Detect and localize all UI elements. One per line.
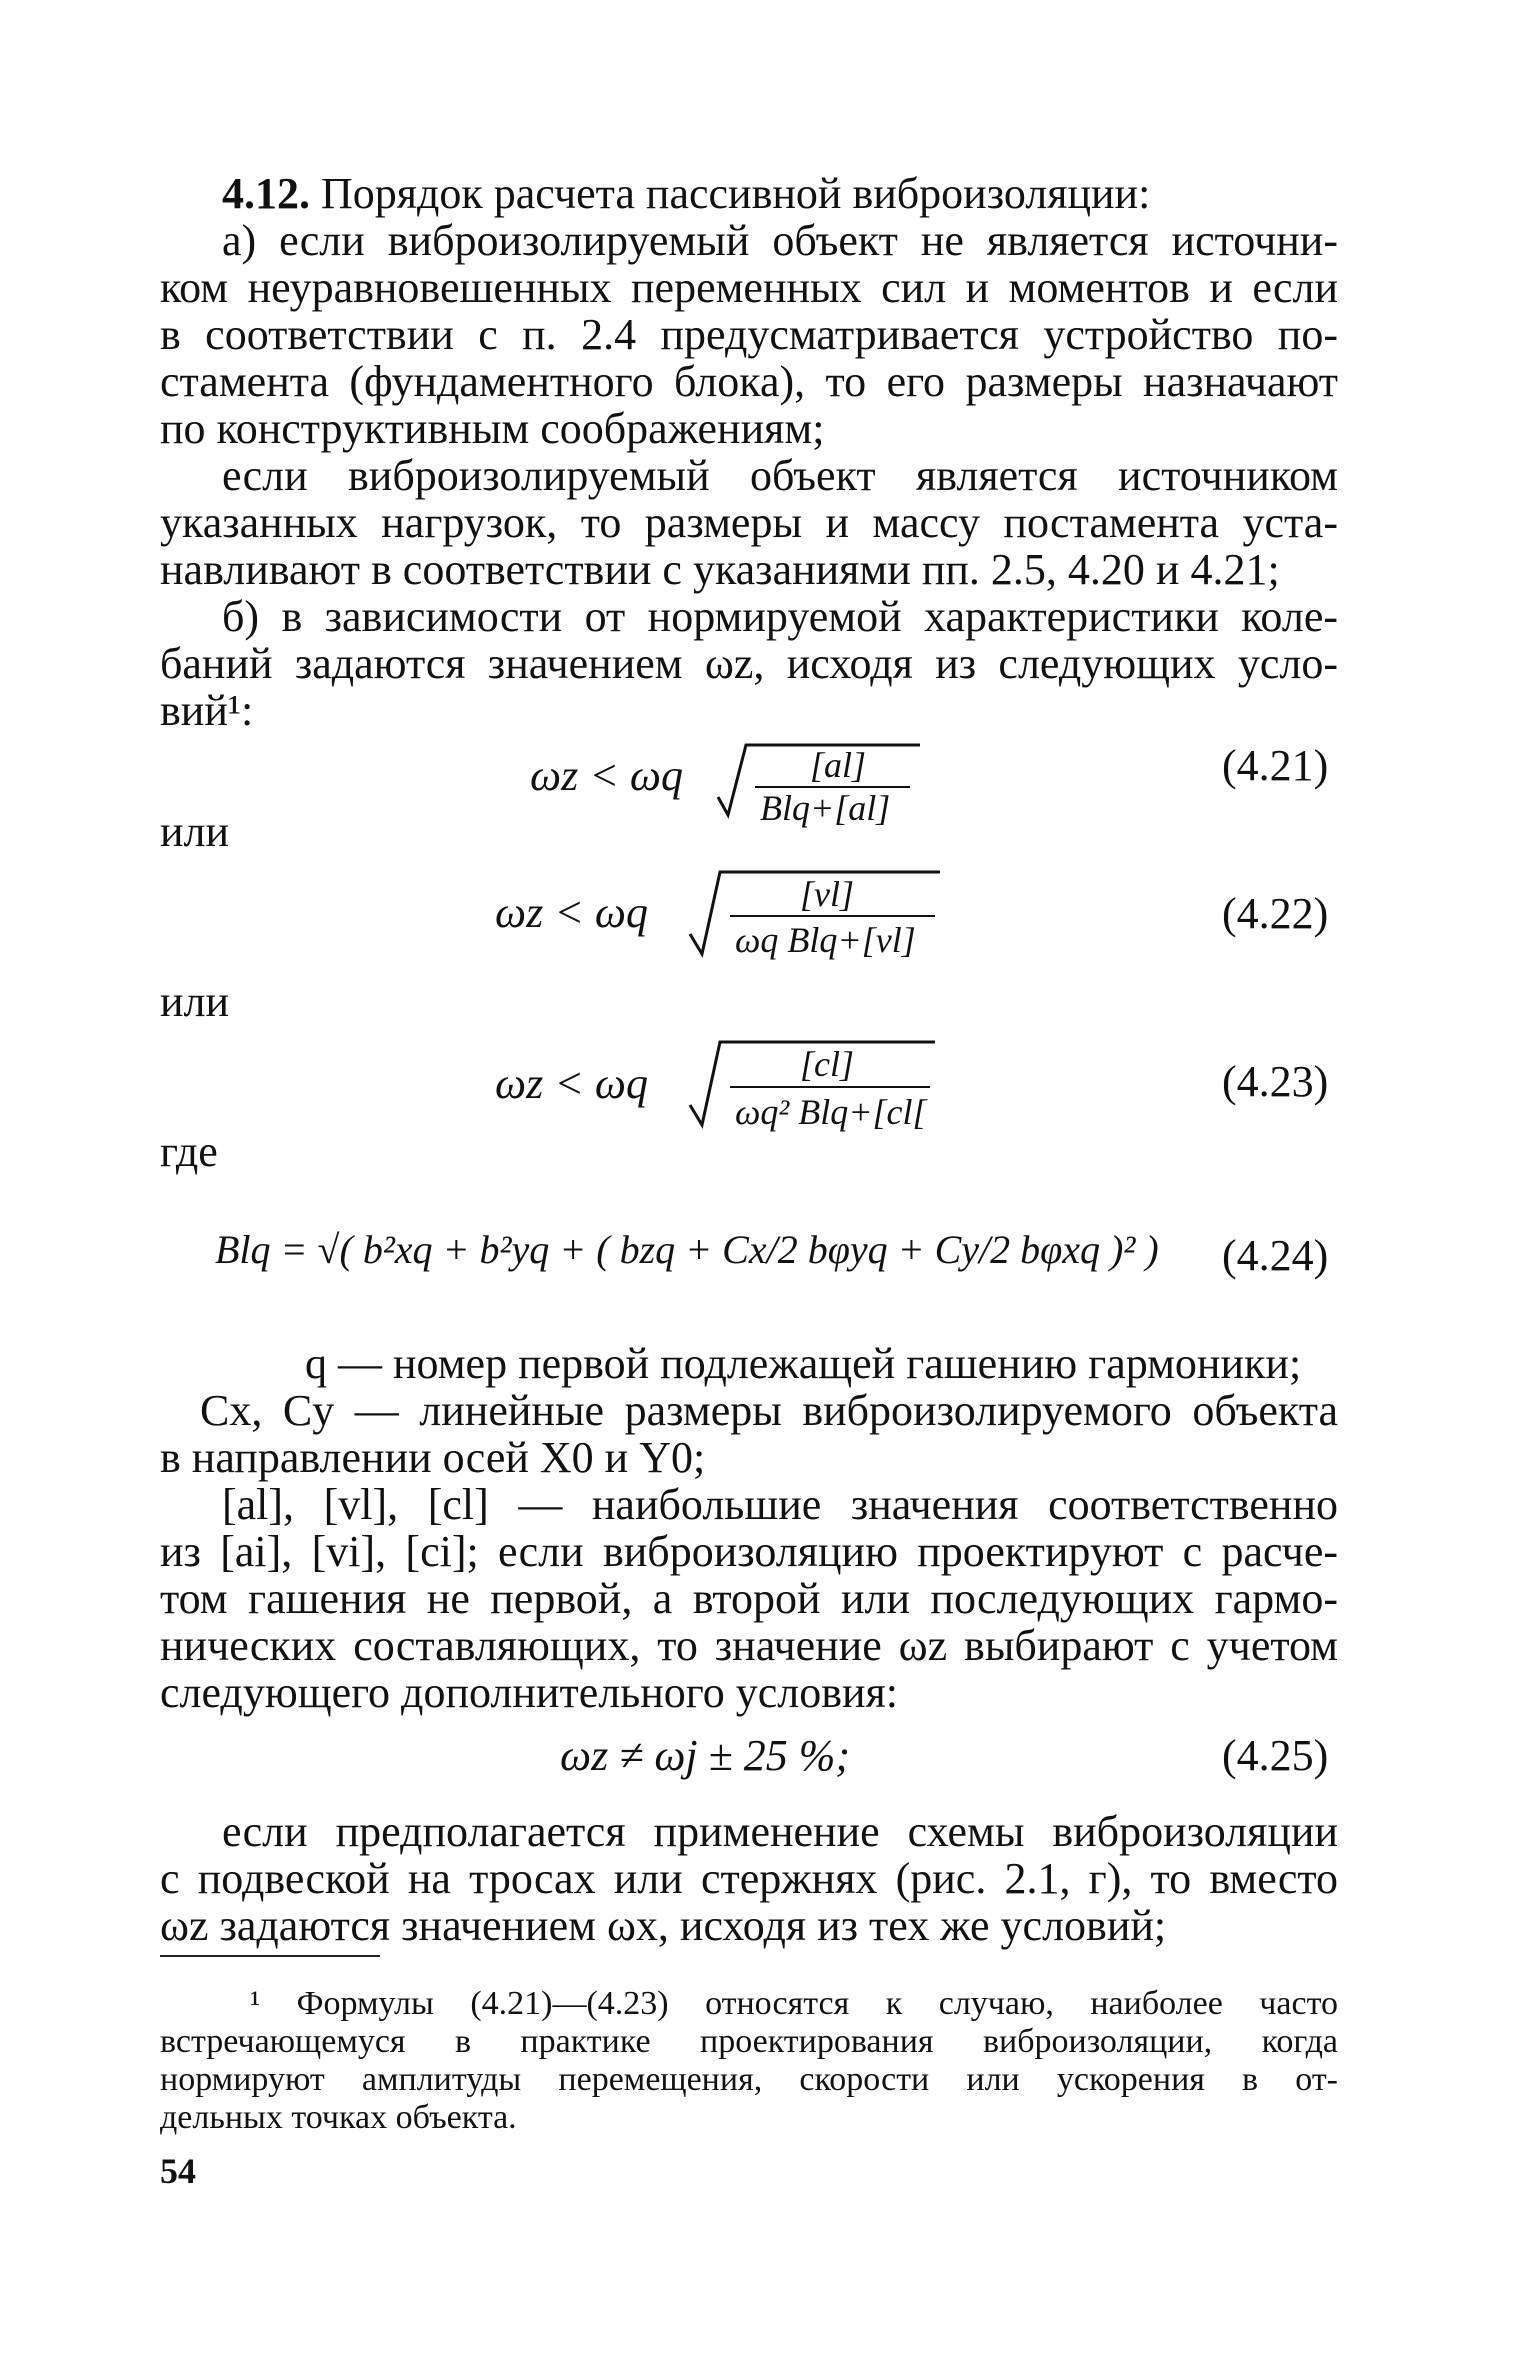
para-a-line: в соответствии с п. 2.4 предусматривается устройство по- (160, 310, 1338, 359)
definition-line: из [ai], [vi], [ci]; если виброизоляцию проектируют с расче- (160, 1527, 1338, 1576)
para-a-line: по конструктивным соображениям; (160, 404, 825, 453)
eq-body: Blq = √( b²xq + b²yq + ( bzq + Cx/2 bφyq + Cy/2 bφxq )² ) (215, 1227, 1159, 1272)
equation-number: (4.21) (1222, 741, 1329, 790)
equation-4-24 (205, 1185, 1185, 1305)
para-a2-line: навливают в соответствии с указаниями пп. 2.5, 4.20 и 4.21; (160, 545, 1280, 594)
eq-numerator: [cl] (800, 1044, 854, 1084)
equation-4-23 (490, 1030, 970, 1135)
definition-line: нических составляющих, то значение ωz выбирают с учетом (160, 1621, 1338, 1670)
equation-number: (4.22) (1222, 889, 1329, 938)
para-a2-line: если виброизолируемый объект является источником (222, 451, 1338, 500)
para-c-line: с подвеской на тросах или стержнях (рис. 2.1, г), то вместо (160, 1854, 1338, 1903)
section-number: 4.12. (222, 169, 310, 218)
para-a-line: ком неуравновешенных переменных сил и моментов и если (160, 263, 1338, 312)
equation-number: (4.25) (1222, 1731, 1329, 1780)
definition-line: следующего дополнительного условия: (160, 1668, 899, 1717)
eq-lhs: ωz < ωq (495, 888, 648, 937)
definition-line: q — номер первой подлежащей гашению гармоники; (305, 1339, 1302, 1388)
para-a-line: а) если виброизолируемый объект не является источни- (222, 216, 1338, 265)
footnote-line: встречающемуся в практике проектирования виброизоляции, когда (160, 2023, 1338, 2060)
eq-numerator: [vl] (800, 874, 854, 914)
definition-line: том гашения не первой, а второй или последующих гармо- (160, 1574, 1338, 1623)
equation-number: (4.23) (1222, 1057, 1329, 1106)
equation-number: (4.24) (1222, 1231, 1329, 1280)
equation-4-21 (500, 725, 960, 828)
eq-numerator: [al] (810, 745, 867, 785)
eq-denominator: Blq+[al] (760, 788, 891, 828)
para-c-line: если предполагается применение схемы виброизоляции (222, 1807, 1338, 1856)
eq-lhs: ωz < ωq (530, 751, 683, 800)
footnote-line: ¹ Формулы (4.21)—(4.23) относятся к случаю, наиболее часто (250, 1985, 1338, 2022)
para-c-line: ωz задаются значением ωx, исходя из тех же условий; (160, 1901, 1167, 1950)
para-a2-line: указанных нагрузок, то размеры и массу постамента уста- (160, 498, 1338, 547)
para-b-line: баний задаются значением ωz, исходя из следующих усло- (160, 639, 1338, 688)
section-title: Порядок расчета пассивной виброизоляции: (321, 169, 1151, 218)
eq-denominator: ωq² Blq+[cl[ (735, 1092, 927, 1132)
eq-lhs: ωz < ωq (495, 1059, 648, 1108)
definition-line: Cx, Cy — линейные размеры виброизолируемого объекта (200, 1386, 1338, 1435)
word-where: где (160, 1127, 218, 1176)
definition-line: в направлении осей X0 и Y0; (160, 1433, 706, 1482)
para-a-line: стамента (фундаментного блока), то его размеры назначают (160, 357, 1338, 406)
word-or: или (160, 977, 230, 1026)
para-b-line: б) в зависимости от нормируемой характеристики коле- (222, 592, 1338, 641)
equation-4-22 (490, 862, 970, 962)
section-heading (222, 170, 1338, 218)
word-or: или (160, 807, 230, 856)
footnote-line: дельных точках объекта. (160, 2099, 517, 2136)
equation-4-25: ωz ≠ ωj ± 25 %; (560, 1731, 851, 1780)
footnote-line: нормируют амплитуды перемещения, скорости или ускорения в от- (160, 2061, 1338, 2098)
definition-line: [al], [vl], [cl] — наибольшие значения соответственно (222, 1480, 1338, 1529)
eq-denominator: ωq Blq+[vl] (735, 920, 916, 960)
page-number: 54 (160, 2151, 196, 2191)
para-b-line: вий¹: (160, 686, 254, 735)
footnote-rule (160, 1955, 380, 1957)
